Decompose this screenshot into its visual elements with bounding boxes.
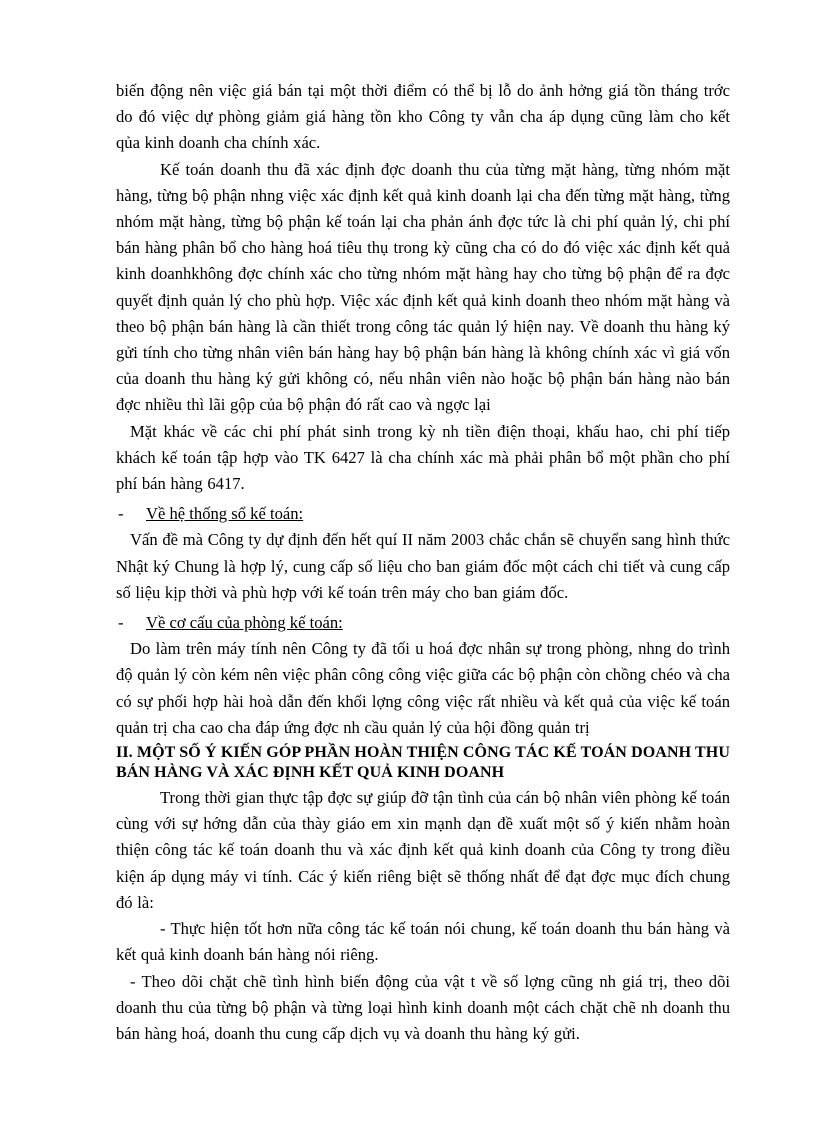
bullet-ledger-system-label: Về hệ thống sổ kế toán: [146, 504, 304, 524]
paragraph-suggestion-1: - Thực hiện tốt hơn nữa công tác kế toán nói chung, kế toán doanh thu bán hàng và kết quả kinh doanh bán hàng nói riêng. [116, 919, 730, 965]
bullet-accounting-structure [116, 610, 730, 636]
paragraph-pricing-note: biến động nên việc giá bán tại một thời điểm có thể bị lỗ do ảnh hởng giá tồn tháng trớc do đó việc dự phòng giảm giá hàng tồn kho Công ty vẫn cha áp dụng cũng làm cho kết qủa kinh doanh cha chính xác. [116, 81, 730, 153]
paragraph-accounting-structure: Do làm trên máy tính nên Công ty đã tối u hoá đợc nhân sự trong phòng, nhng do trình độ quản lý còn kém nên việc phân công công việc giữa các bộ phận còn chồng chéo và cha có sự phối hợp hài hoà dẫn đến khối lợng công việc rất nhiều và kết quả của việc kế toán quản trị cha cao cha đáp ứng đợc nh cầu quản lý của hội đồng quản trị [116, 639, 730, 737]
paragraph-internship-intro: Trong thời gian thực tập đợc sự giúp đỡ tận tình của cán bộ nhân viên phòng kế toán cùng với sự hớng dẫn của thày giáo em xin mạnh dạn đề xuất một số ý kiến nhằm hoàn thiện công tác kế toán doanh thu và xác định kết quả kinh doanh của Công ty trong điều kiện áp dụng máy vi tính. Các ý kiến riêng biệt sẽ thống nhất để đạt đợc mục đích chung đó là: [116, 788, 730, 912]
bullet-accounting-structure-label: Về cơ cấu của phòng kế toán: [146, 613, 343, 633]
section-heading: II. MỘT SỐ Ý KIẾN GÓP PHẦN HOÀN THIỆN CÔNG TÁC KẾ TOÁN DOANH THU BÁN HÀNG VÀ XÁC ĐỊNH KẾT QUẢ KINH DOANH [116, 744, 730, 782]
paragraph-ledger-system: Vấn đề mà Công ty dự định đến hết quí II năm 2003 chắc chắn sẽ chuyển sang hình thức Nhật ký Chung là hợp lý, cung cấp số liệu cho ban giám đốc một cách chi tiết và cung cấp số liệu kịp thời và phù hợp với kế toán trên máy cho ban giám đốc. [116, 530, 730, 602]
paragraph-expenses: Mặt khác về các chi phí phát sinh trong kỳ nh tiền điện thoại, khấu hao, chi phí tiếp khách kế toán tập hợp vào TK 6427 là cha chính xác mà phải phân bổ một phần cho phí phí bán hàng 6417. [116, 421, 730, 494]
document-body [116, 78, 730, 1047]
bullet-ledger-system [116, 501, 730, 527]
paragraph-suggestion-2: - Theo dõi chặt chẽ tình hình biến động của vật t về số lợng cũng nh giá trị, theo dõi doanh thu của từng bộ phận và từng loại hình kinh doanh một cách chặt chẽ nh doanh thu bán hàng hoá, doanh thu cung cấp dịch vụ và doanh thu hàng ký gửi. [116, 971, 730, 1043]
paragraph-revenue-accounting: Kế toán doanh thu đã xác định đợc doanh thu của từng mặt hàng, từng nhóm mặt hàng, từng bộ phận nhng việc xác định kết quả kinh doanh lại cha đến từng mặt hàng, từng nhóm mặt hàng, từng bộ phận kế toán lại cha phản ánh đợc tức là chi phí quản lý, chi phí bán hàng phân bổ cho hàng hoá tiêu thụ trong kỳ cũng cha có do đó việc xác định kết quả kinh doanhkhông đợc chính xác cho từng nhóm mặt hàng hay cho từng bộ phận để ra đợc quyết định quản lý cho phù hợp. Việc xác định kết quả kinh doanh theo nhóm mặt hàng và theo bộ phận bán hàng là cần thiết trong công tác quản lý hiện nay. Về doanh thu hàng ký gửi tính cho từng nhân viên bán hàng hay bộ phận bán hàng là không chính xác vì giá vốn của doanh thu hàng ký gửi không có, nếu nhân viên nào hoặc bộ phận bán hàng nào bán đợc nhiều thì lãi gộp của bộ phận đó rất cao và ngợc lại [116, 159, 730, 415]
bullet-dash-icon: - [118, 504, 124, 524]
bullet-dash-icon: - [118, 613, 124, 633]
